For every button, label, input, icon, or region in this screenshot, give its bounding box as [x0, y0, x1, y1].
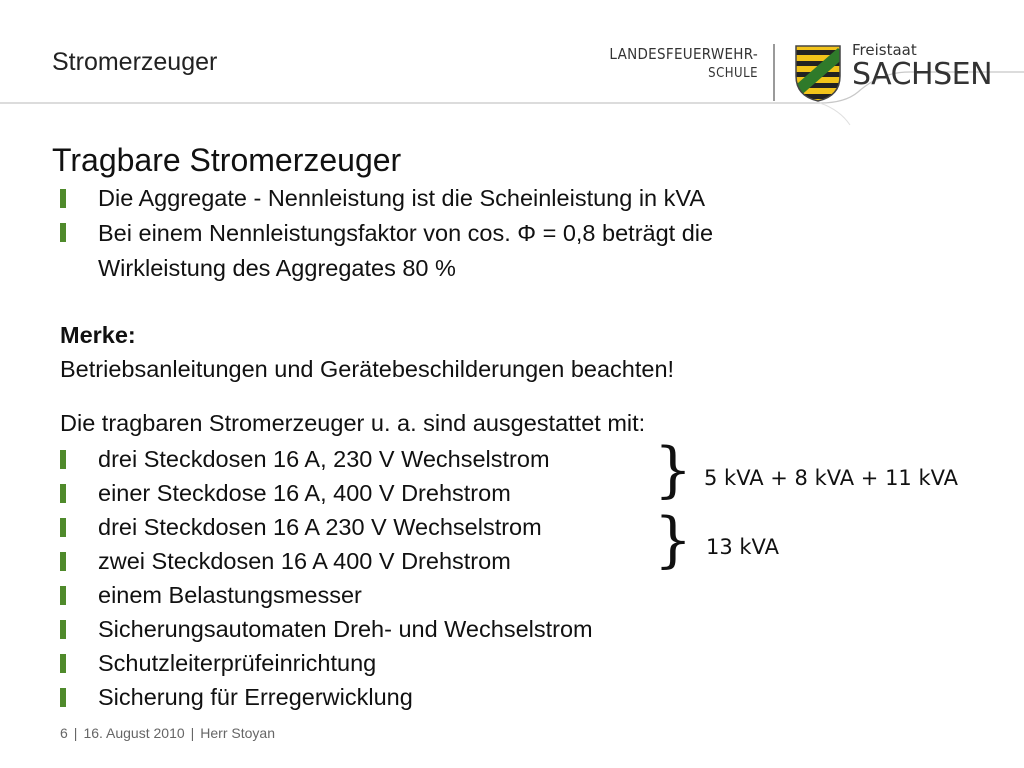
bullet-marker — [60, 688, 66, 707]
brace-group-1: } — [654, 435, 693, 505]
bullet-marker — [60, 586, 66, 605]
equipment-item-1: drei Steckdosen 16 A, 230 V Wechselstrom — [98, 446, 550, 472]
footer — [60, 725, 275, 741]
bullet-marker — [60, 552, 66, 571]
equipment-item-5: einem Belastungsmesser — [98, 582, 362, 608]
bullet-marker — [60, 189, 66, 208]
logo-lfs-line2: SCHULE — [708, 66, 758, 81]
merke-text: Betriebsanleitungen und Gerätebeschilderungen beachten! — [60, 356, 675, 382]
intro-bullet-2: Bei einem Nennleistungsfaktor von cos. Φ = 0,8 beträgt die — [98, 220, 714, 246]
intro-bullet-2-continued: Wirkleistung des Aggregates 80 % — [98, 255, 456, 281]
brace-group-2: } — [654, 505, 693, 575]
slide-title: Tragbare Stromerzeuger — [52, 142, 402, 178]
header-title: Stromerzeuger — [52, 48, 218, 76]
saxony-crest-icon — [794, 44, 842, 102]
footer-separator: | — [73, 725, 78, 741]
equipment-item-6: Sicherungsautomaten Dreh- und Wechselstrom — [98, 616, 593, 642]
bullet-marker — [60, 654, 66, 673]
equipment-item-7: Schutzleiterprüfeinrichtung — [98, 650, 377, 676]
logo-divider — [773, 44, 775, 101]
equipment-item-2: einer Steckdose 16 A, 400 V Drehstrom — [98, 480, 511, 506]
bullet-marker — [60, 620, 66, 639]
equipment-intro: Die tragbaren Stromerzeuger u. a. sind ausgestattet mit: — [60, 410, 646, 436]
intro-bullet-1: Die Aggregate - Nennleistung ist die Scheinleistung in kVA — [98, 185, 706, 211]
footer-author: Herr Stoyan — [200, 725, 275, 741]
landesfeuerwehrschule-logo — [600, 44, 758, 84]
bullet-marker — [60, 518, 66, 537]
logo-sachsen: SACHSEN — [852, 57, 993, 92]
equipment-item-4: zwei Steckdosen 16 A 400 V Drehstrom — [98, 548, 511, 574]
merke-label: Merke: — [60, 322, 136, 348]
bullet-marker — [60, 450, 66, 469]
footer-separator: | — [190, 725, 195, 741]
logo-freistaat: Freistaat — [852, 41, 917, 59]
bullet-marker — [60, 484, 66, 503]
bullet-marker — [60, 223, 66, 242]
brace-group-2-label: 13 kVA — [706, 535, 779, 559]
logo-lfs-line1: LANDESFEUERWEHR- — [609, 45, 758, 63]
equipment-item-8: Sicherung für Erregerwicklung — [98, 684, 413, 710]
footer-page-number: 6 — [60, 725, 68, 741]
brace-group-1-label: 5 kVA + 8 kVA + 11 kVA — [704, 466, 959, 490]
freistaat-sachsen-logo — [852, 42, 992, 91]
equipment-item-3: drei Steckdosen 16 A 230 V Wechselstrom — [98, 514, 542, 540]
footer-date: 16. August 2010 — [83, 725, 185, 741]
